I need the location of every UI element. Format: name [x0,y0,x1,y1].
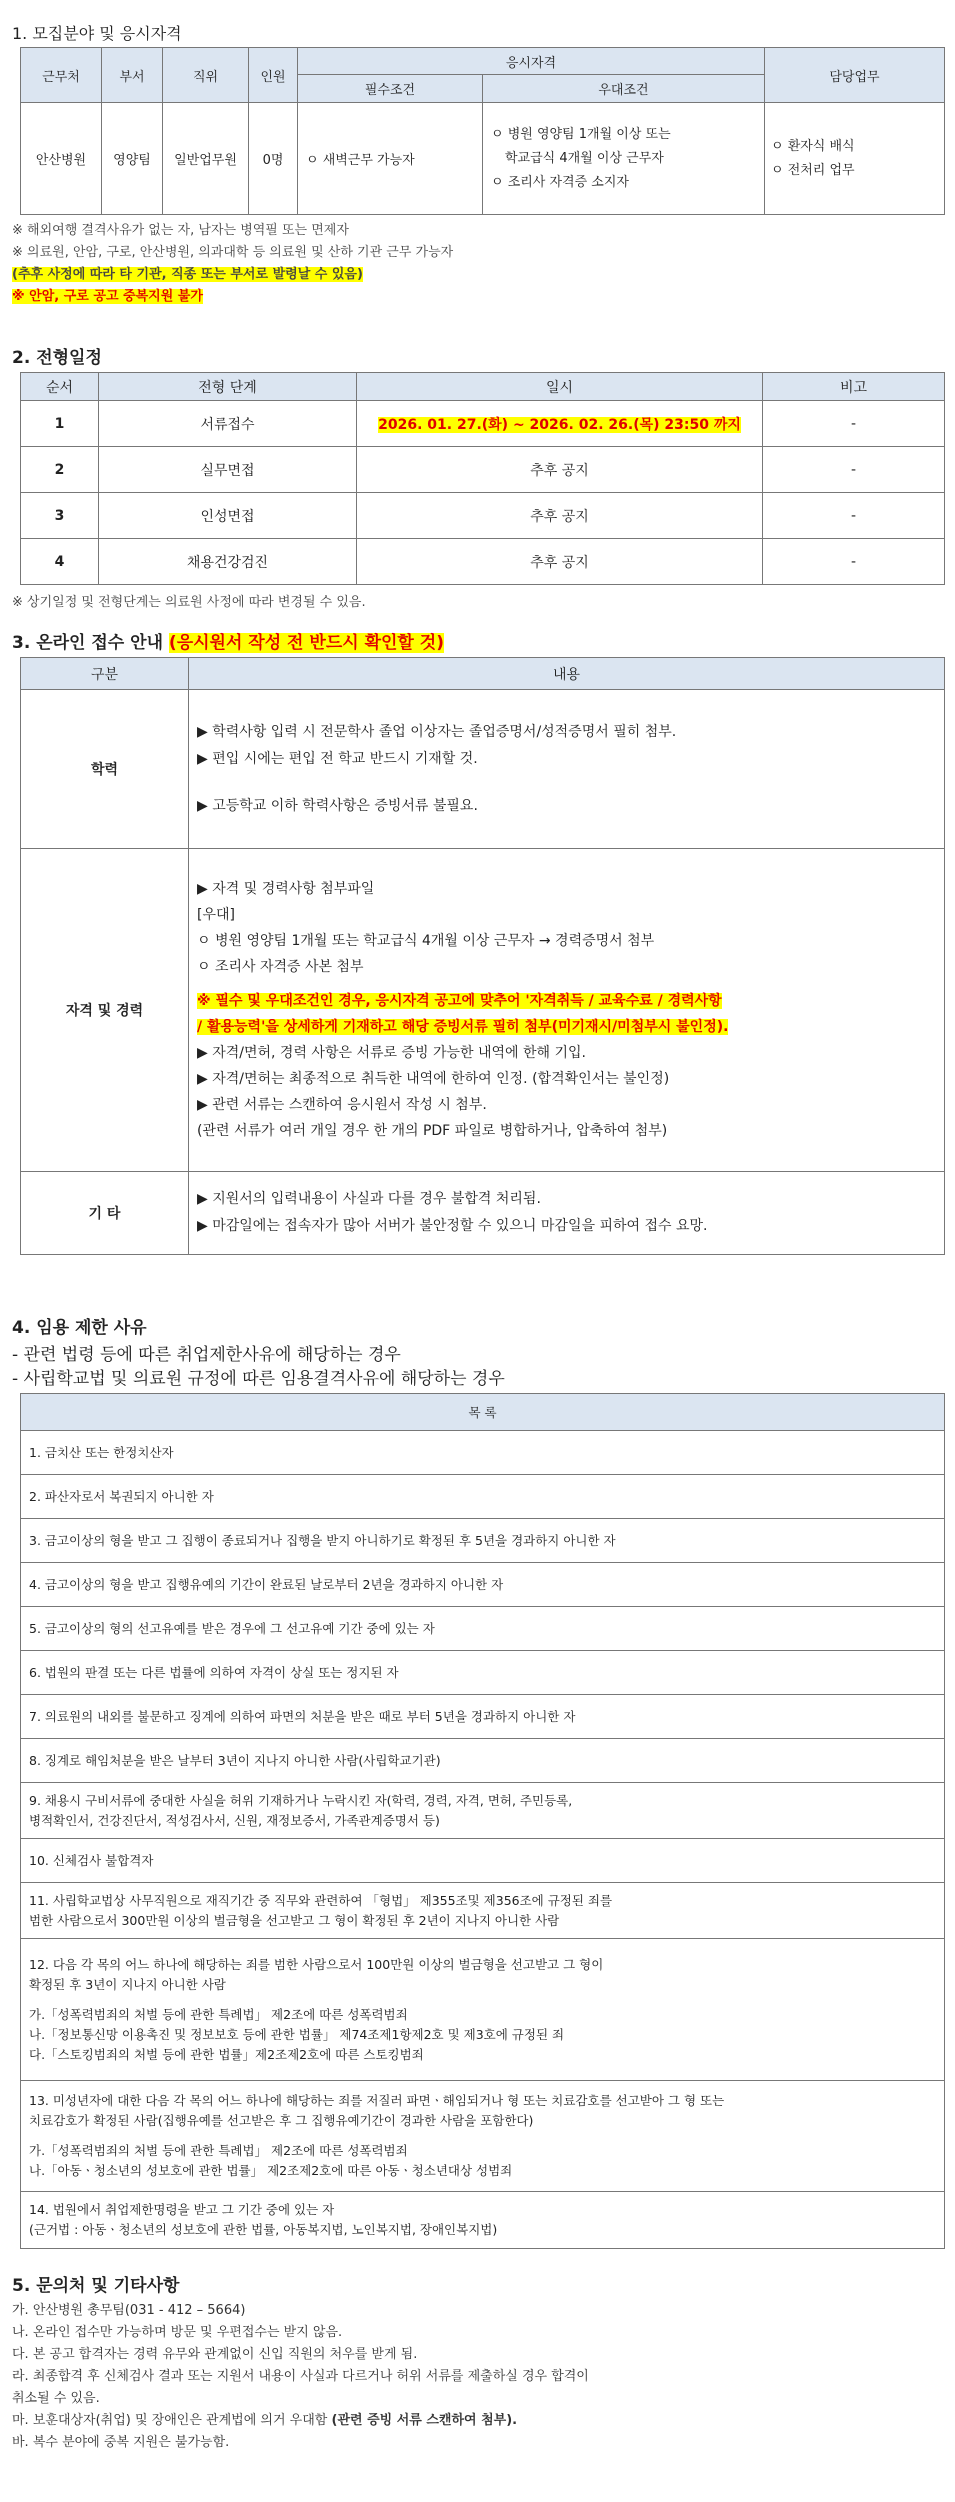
restriction-item [21,1883,945,1939]
th-position: 직위 [163,48,249,103]
cell-remark: - [763,539,945,585]
th-order: 순서 [21,373,99,401]
restriction-line: 6. 법원의 판결 또는 다른 법률에 의하여 자격이 상실 또는 정지된 자 [29,1664,399,1680]
cert-line: ▶ 자격/면허는 최종적으로 취득한 내역에 한하여 인정. (합격확인서는 불인정) [197,1071,670,1087]
cert-line: ㅇ 병원 영양팀 1개월 또는 학교급식 4개월 이상 근무자 → 경력증명서 첨부 [197,933,655,949]
cat-certification: 자격 및 경력 [21,849,189,1172]
restriction-row [21,1783,945,1839]
cell-preferred [483,103,765,215]
restriction-line: 10. 신체검사 불합격자 [29,1852,154,1868]
cat-education: 학력 [21,690,189,849]
restriction-row [21,1839,945,1883]
th-dept: 부서 [102,48,163,103]
etc-line: ▶ 마감일에는 접속자가 많아 서버가 불안정할 수 있으니 마감일을 피하여 접수 요망. [197,1218,708,1234]
restriction-line [29,1995,936,2005]
duty-line: ㅇ 환자식 배식 [771,138,855,154]
restriction-row [21,2192,945,2249]
cell-date-highlight: 2026. 01. 27.(화) ~ 2026. 02. 26.(목) 23:50 까지 [378,416,741,433]
restriction-row [21,1475,945,1519]
section1-notes [12,220,453,308]
info-line: 가. 안산병원 총무팀(031 - 412 – 5664) [12,2303,246,2318]
cert-line: ▶ 관련 서류는 스캔하여 응시원서 작성 시 첨부. [197,1097,487,1113]
restriction-item [21,1939,945,2081]
apply-guide-table [20,657,945,1255]
cert-warning: ※ 필수 및 우대조건인 경우, 응시자격 공고에 맞추어 '자격취득 / 교육수료 / 경력사항 [197,993,722,1009]
etc-content [189,1172,945,1255]
note-line: ※ 해외여행 결격사유가 없는 자, 남자는 병역필 또는 면제자 [12,223,349,238]
restriction-row [21,1883,945,1939]
info-line: 다. 본 공고 합격자는 경력 유무와 관계없이 신입 직원의 처우를 받게 됨. [12,2347,418,2362]
restriction-row [21,1939,945,2081]
restriction-line: 다.「스토킹범죄의 처벌 등에 관한 법률」제2조제2호에 따른 스토킹범죄 [29,2046,424,2062]
cell-duty [765,103,945,215]
cert-line: ▶ 자격/면허, 경력 사항은 서류로 증빙 가능한 내역에 한해 기입. [197,1045,587,1061]
th-preferred: 우대조건 [483,75,765,103]
info-line: 취소될 수 있음. [12,2391,100,2406]
restriction-line: (근거법 : 아동ㆍ청소년의 성보호에 관한 법률, 아동복지법, 노인복지법, 장애인복지법) [29,2222,498,2237]
restriction-line: 11. 사립학교법상 사무직원으로 재직기간 중 직무와 관련하여 「형법」 제355조및 제356조에 규정된 죄를 [29,1892,613,1908]
cert-warning: / 활용능력'을 상세하게 기재하고 해당 증빙서류 필히 첨부(미기재시/미첨부시 불인정). [197,1019,729,1035]
info-line: 바. 복수 분야에 중복 지원은 불가능함. [12,2435,230,2450]
section1-title: 1. 모집분야 및 응시자격 [12,24,182,43]
restriction-item [21,1475,945,1519]
section4-title: 4. 임용 제한 사유 [12,1318,147,1338]
restriction-row [21,1695,945,1739]
restriction-line: 범한 사람으로서 300만원 이상의 벌금형을 선고받고 그 형이 확정된 후 2년이 지나지 아니한 사람 [29,1912,560,1928]
cell-date: 추후 공지 [357,493,763,539]
th-stage: 전형 단계 [99,373,357,401]
th-date: 일시 [357,373,763,401]
restriction-table [20,1393,945,2249]
restriction-line: 1. 금치산 또는 한정치산자 [29,1444,174,1460]
th-workplace: 근무처 [21,48,102,103]
cell-order: 3 [21,493,99,539]
restriction-line: 확정된 후 3년이 지나지 아니한 사람 [29,1976,226,1992]
cert-line: ㅇ 조리사 자격증 사본 첨부 [197,959,364,975]
cert-line: ▶ 자격 및 경력사항 첨부파일 [197,881,375,897]
schedule-row [21,401,945,447]
education-content [189,690,945,849]
restriction-line: 8. 징계로 해임처분을 받은 날부터 3년이 지나지 아니한 사람(사립학교기관) [29,1752,441,1768]
restriction-item [21,1839,945,1883]
cell-remark: - [763,493,945,539]
cell-stage: 채용건강검진 [99,539,357,585]
th-count: 인원 [249,48,298,103]
restriction-line: 9. 채용시 구비서류에 중대한 사실을 허위 기재하거나 누락시킨 자(학력, 경력, 자격, 면허, 주민등록, [29,1792,573,1808]
restriction-item [21,2081,945,2192]
preferred-line: ㅇ 조리사 자격증 소지자 [491,174,629,190]
edu-line: ▶ 학력사항 입력 시 전문학사 졸업 이상자는 졸업증명서/성적증명서 필히 첨부. [197,723,677,740]
cell-count: 0명 [249,103,298,215]
restriction-line: 14. 법원에서 취업제한명령을 받고 그 기간 중에 있는 자 [29,2202,335,2217]
schedule-row [21,493,945,539]
preferred-line: ㅇ 병원 영양팀 1개월 이상 또는 [491,126,671,142]
cell-order: 2 [21,447,99,493]
restriction-item [21,1783,945,1839]
restriction-row [21,1739,945,1783]
restriction-line: 13. 미성년자에 대한 다음 각 목의 어느 하나에 해당하는 죄를 저질러 파면ㆍ해임되거나 형 또는 치료감호를 선고받아 그 형 또는 [29,2093,725,2108]
section2-title: 2. 전형일정 [12,348,102,368]
info-line-bold: (관련 증빙 서류 스캔하여 첨부). [331,2413,518,2428]
restriction-item [21,1739,945,1783]
restriction-row [21,1431,945,1475]
restriction-line: 나.「아동ㆍ청소년의 성보호에 관한 법률」 제2조제2호에 따른 아동ㆍ청소년대상 성범죄 [29,2163,513,2178]
schedule-row [21,539,945,585]
cell-remark: - [763,401,945,447]
restriction-line: 3. 금고이상의 형을 받고 그 집행이 종료되거나 집행을 받지 아니하기로 확정된 후 5년을 경과하지 아니한 자 [29,1532,616,1548]
th-remark: 비고 [763,373,945,401]
cell-stage: 인성면접 [99,493,357,539]
th-duty: 담당업무 [765,48,945,103]
info-line: 라. 최종합격 후 신체검사 결과 또는 지원서 내용이 사실과 다르거나 허위 서류를 제출하실 경우 합격이 [12,2369,589,2384]
restriction-line: 2. 파산자로서 복권되지 아니한 자 [29,1488,214,1504]
restriction-item [21,1431,945,1475]
cell-stage: 서류접수 [99,401,357,447]
restriction-line: 가.「성폭력범죄의 처벌 등에 관한 특례법」 제2조에 따른 성폭력범죄 [29,2143,408,2158]
restriction-item [21,1695,945,1739]
restriction-line: 가.「성폭력범죄의 처벌 등에 관한 특례법」 제2조에 따른 성폭력범죄 [29,2006,408,2022]
cell-order: 1 [21,401,99,447]
section3-title-highlight: (응시원서 작성 전 반드시 확인할 것) [168,633,444,653]
restriction-line: 7. 의료원의 내외를 불문하고 징계에 의하여 파면의 처분을 받은 때로 부터 5년을 경과하지 아니한 자 [29,1708,576,1724]
cert-line: [우대] [197,907,235,923]
restriction-row [21,1519,945,1563]
edu-line: ▶ 편입 시에는 편입 전 학교 반드시 기재할 것. [197,750,478,767]
etc-line: ▶ 지원서의 입력내용이 사실과 다를 경우 불합격 처리됨. [197,1191,541,1207]
restriction-line: 치료감호가 확정된 사람(집행유예를 선고받은 후 그 집행유예기간이 경과한 사람을 포함한다) [29,2113,534,2128]
cell-stage: 실무면접 [99,447,357,493]
restriction-item [21,1519,945,1563]
restriction-line: 12. 다음 각 목의 어느 하나에 해당하는 죄를 범한 사람으로서 100만원 이상의 벌금형을 선고받고 그 형이 [29,1956,604,1972]
cell-position: 일반업무원 [163,103,249,215]
restriction-line: 병적확인서, 건강진단서, 적성검사서, 신원, 재정보증서, 가족관계증명서 등) [29,1812,440,1828]
th-qualification: 응시자격 [298,48,765,75]
cell-date: 추후 공지 [357,539,763,585]
th-required: 필수조건 [298,75,483,103]
highlight-note: (추후 사정에 따라 타 기관, 직종 또는 부서로 발령날 수 있음) [12,267,363,282]
certification-content [189,849,945,1172]
section4-sub: - 관련 법령 등에 따른 취업제한사유에 해당하는 경우 [12,1345,401,1365]
cert-line: (관련 서류가 여러 개일 경우 한 개의 PDF 파일로 병합하거나, 압축하여 첨부) [197,1123,668,1139]
restriction-line: 5. 금고이상의 형의 선고유예를 받은 경우에 그 선고유예 기간 중에 있는 자 [29,1620,435,1636]
info-line: 마. 보훈대상자(취업) 및 장애인은 관계법에 의거 우대함 [12,2413,328,2428]
note-line: ※ 의료원, 안암, 구로, 안산병원, 의과대학 등 의료원 및 산하 기관 근무 가능자 [12,245,454,260]
schedule-note: ※ 상기일정 및 전형단계는 의료원 사정에 따라 변경될 수 있음. [12,595,366,610]
section3-title-text: 3. 온라인 접수 안내 [12,633,163,653]
preferred-line: 학교급식 4개월 이상 근무자 [505,150,664,166]
restriction-row [21,1607,945,1651]
th-list: 목 록 [21,1394,945,1431]
restriction-item [21,1651,945,1695]
highlight-note-red: ※ 안암, 구로 공고 중복지원 불가 [12,289,203,304]
restriction-row [21,1651,945,1695]
cell-remark: - [763,447,945,493]
restriction-line: 4. 금고이상의 형을 받고 집행유예의 기간이 완료된 날로부터 2년을 경과하지 아니한 자 [29,1576,504,1592]
duty-line: ㅇ 전처리 업무 [771,162,855,178]
info-line: 나. 온라인 접수만 가능하며 방문 및 우편접수는 받지 않음. [12,2325,343,2340]
restriction-row [21,1563,945,1607]
restriction-item [21,2192,945,2249]
section3-title [12,628,444,653]
th-content: 내용 [189,658,945,690]
cell-dept: 영양팀 [102,103,163,215]
restriction-line: 나.「정보통신망 이용촉진 및 정보보호 등에 관한 법률」 제74조제1항제2호 및 제3호에 규정된 죄 [29,2026,565,2042]
restriction-line [29,2131,936,2141]
restriction-item [21,1607,945,1651]
cell-date: 추후 공지 [357,447,763,493]
restriction-row [21,2081,945,2192]
section4-sub: - 사립학교법 및 의료원 규정에 따른 임용결격사유에 해당하는 경우 [12,1369,505,1389]
cell-required: ㅇ 새벽근무 가능자 [298,103,483,215]
section5-title: 5. 문의처 및 기타사항 [12,2276,180,2296]
recruit-table [20,47,945,215]
th-category: 구분 [21,658,189,690]
edu-line: ▶ 고등학교 이하 학력사항은 증빙서류 불필요. [197,797,478,814]
restriction-item [21,1563,945,1607]
schedule-table [20,372,945,585]
schedule-row [21,447,945,493]
contact-info [12,2300,589,2454]
cell-order: 4 [21,539,99,585]
cell-workplace: 안산병원 [21,103,102,215]
cat-etc: 기 타 [21,1172,189,1255]
